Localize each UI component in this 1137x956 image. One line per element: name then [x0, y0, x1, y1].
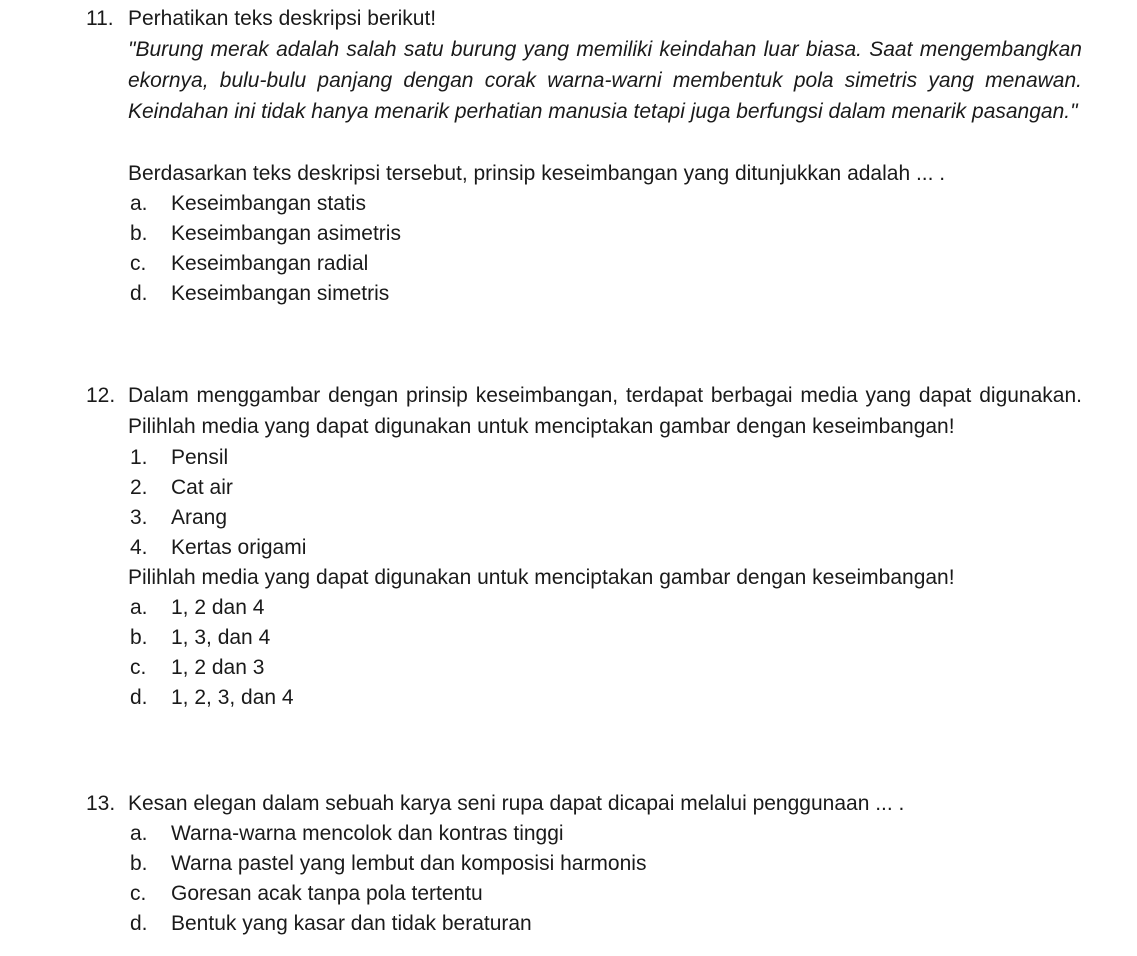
question-prompt: Berdasarkan teks deskripsi tersebut, prinsip keseimbangan yang ditunjukkan adalah ... .	[128, 162, 946, 185]
media-text: Kertas origami	[171, 536, 307, 559]
media-text: Pensil	[171, 446, 229, 469]
media-number: 4.	[130, 536, 148, 559]
question-prompt: Pilihlah media yang dapat digunakan untuk menciptakan gambar dengan keseimbangan!	[128, 566, 955, 589]
option-d[interactable]	[128, 683, 1082, 713]
answer-options	[86, 819, 1082, 939]
option-letter: d.	[130, 282, 148, 305]
answer-options	[86, 189, 1082, 309]
option-b[interactable]	[128, 623, 1082, 653]
option-b[interactable]	[128, 219, 1082, 249]
media-text: Arang	[171, 506, 228, 529]
media-text: Cat air	[171, 476, 233, 499]
option-letter: c.	[130, 252, 147, 275]
option-text: Keseimbangan simetris	[171, 282, 390, 305]
option-a[interactable]	[128, 819, 1082, 849]
option-d[interactable]	[128, 279, 1082, 309]
media-item	[128, 503, 1082, 533]
option-text: 1, 3, dan 4	[171, 626, 271, 649]
question-number: 12.	[86, 384, 116, 407]
option-letter: a.	[130, 192, 148, 215]
media-number: 1.	[130, 446, 148, 469]
media-list	[86, 443, 1082, 563]
media-item	[128, 473, 1082, 503]
option-letter: b.	[130, 222, 148, 245]
media-number: 2.	[130, 476, 148, 499]
answer-options	[86, 593, 1082, 713]
option-text: 1, 2 dan 3	[171, 656, 265, 679]
option-text: Keseimbangan radial	[171, 252, 369, 275]
option-letter: b.	[130, 852, 148, 875]
question-text: Kesan elegan dalam sebuah karya seni rupa dapat dicapai melalui penggunaan ... .	[128, 792, 905, 815]
question-number: 13.	[86, 792, 116, 815]
option-letter: b.	[130, 626, 148, 649]
option-letter: a.	[130, 596, 148, 619]
option-letter: a.	[130, 822, 148, 845]
option-letter: d.	[130, 686, 148, 709]
option-c[interactable]	[128, 653, 1082, 683]
question-12	[86, 380, 1082, 713]
question-stem	[86, 380, 1082, 442]
question-13	[86, 788, 1082, 939]
option-text: Keseimbangan asimetris	[171, 222, 401, 245]
question-11	[86, 3, 1082, 309]
option-text: 1, 2 dan 4	[171, 596, 265, 619]
question-stem	[86, 788, 1082, 819]
question-text: Dalam menggambar dengan prinsip keseimbangan, terdapat berbagai media yang dapat digunakan. Pilihlah media yang dapat digunakan untuk menciptakan gambar dengan keseimbangan!	[128, 384, 1082, 438]
question-text: Perhatikan teks deskripsi berikut!	[128, 7, 437, 30]
option-a[interactable]	[128, 593, 1082, 623]
option-text: Warna-warna mencolok dan kontras tinggi	[171, 822, 564, 845]
option-letter: c.	[130, 882, 147, 905]
media-item	[128, 533, 1082, 563]
option-c[interactable]	[128, 879, 1082, 909]
option-b[interactable]	[128, 849, 1082, 879]
media-number: 3.	[130, 506, 148, 529]
description-quote: "Burung merak adalah salah satu burung yang memiliki keindahan luar biasa. Saat mengembangkan ekornya, bulu-bulu panjang dengan corak warna-warni membentuk pola simetris yang menawan. Keindahan ini tidak hanya menarik perhatian manusia tetapi juga berfungsi dalam menarik pasangan."	[128, 38, 1082, 123]
option-d[interactable]	[128, 909, 1082, 939]
option-text: Keseimbangan statis	[171, 192, 366, 215]
question-stem	[86, 3, 1082, 34]
option-text: Goresan acak tanpa pola tertentu	[171, 882, 483, 905]
media-item	[128, 443, 1082, 473]
option-a[interactable]	[128, 189, 1082, 219]
option-letter: c.	[130, 656, 147, 679]
option-text: Warna pastel yang lembut dan komposisi harmonis	[171, 852, 647, 875]
question-number: 11.	[86, 7, 114, 30]
option-text: 1, 2, 3, dan 4	[171, 686, 294, 709]
option-c[interactable]	[128, 249, 1082, 279]
option-letter: d.	[130, 912, 148, 935]
option-text: Bentuk yang kasar dan tidak beraturan	[171, 912, 532, 935]
